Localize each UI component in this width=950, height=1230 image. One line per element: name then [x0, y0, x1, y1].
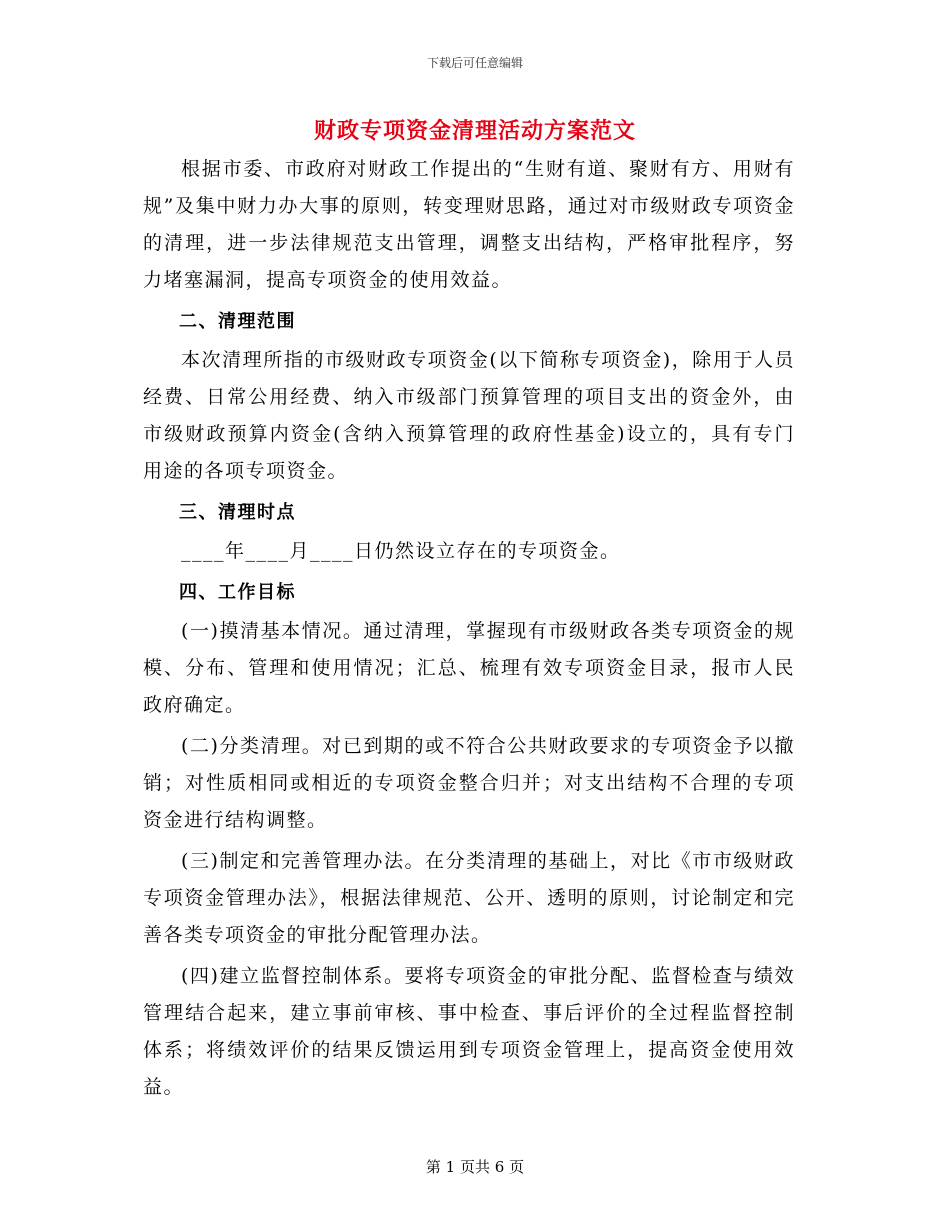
document-body — [143, 151, 795, 1106]
section-heading-time: 三、清理时点 — [179, 502, 296, 523]
document-title: 财政专项资金清理活动方案范文 — [313, 118, 636, 144]
section-heading-scope: 二、清理范围 — [179, 311, 296, 332]
goal-paragraph-1: (一)摸清基本情况。通过清理，掌握现有市级财政各类专项资金的规模、分布、管理和使用情况；汇总、梳理有效专项资金目录，报市人民政府确定。 — [143, 620, 795, 716]
time-paragraph: ____年____月____日仍然设立存在的专项资金。 — [181, 540, 621, 562]
header-note: 下载后可任意编辑 — [426, 56, 523, 70]
intro-paragraph: 根据市委、市政府对财政工作提出的“生财有道、聚财有方、用财有规”及集中财力办大事的原则，转变理财思路，通过对市级财政专项资金的清理，进一步法律规范支出管理，调整支出结构，严格审批程序，努力堵塞漏洞，提高专项资金的使用效益。 — [143, 158, 795, 291]
goal-paragraph-2: (二)分类清理。对已到期的或不符合公共财政要求的专项资金予以撤销；对性质相同或相近的专项资金整合归并；对支出结构不合理的专项资金进行结构调整。 — [143, 735, 795, 831]
section-heading-goals: 四、工作目标 — [179, 582, 296, 603]
goal-paragraph-3: (三)制定和完善管理办法。在分类清理的基础上，对比《市市级财政专项资金管理办法》，根据法律规范、公开、透明的原则，讨论制定和完善各类专项资金的审批分配管理办法。 — [143, 850, 795, 946]
goal-paragraph-4: (四)建立监督控制体系。要将专项资金的审批分配、监督检查与绩效管理结合起来，建立事前审核、事中检查、事后评价的全过程监督控制体系；将绩效评价的结果反馈运用到专项资金管理上，提高资金使用效益。 — [143, 965, 795, 1098]
page-number: 第 1 页共 6 页 — [425, 1158, 525, 1176]
scope-paragraph: 本次清理所指的市级财政专项资金(以下简称专项资金)，除用于人员经费、日常公用经费、纳入市级部门预算管理的项目支出的资金外，由市级财政预算内资金(含纳入预算管理的政府性基金)设立的，具有专门用途的各项专项资金。 — [143, 349, 795, 482]
